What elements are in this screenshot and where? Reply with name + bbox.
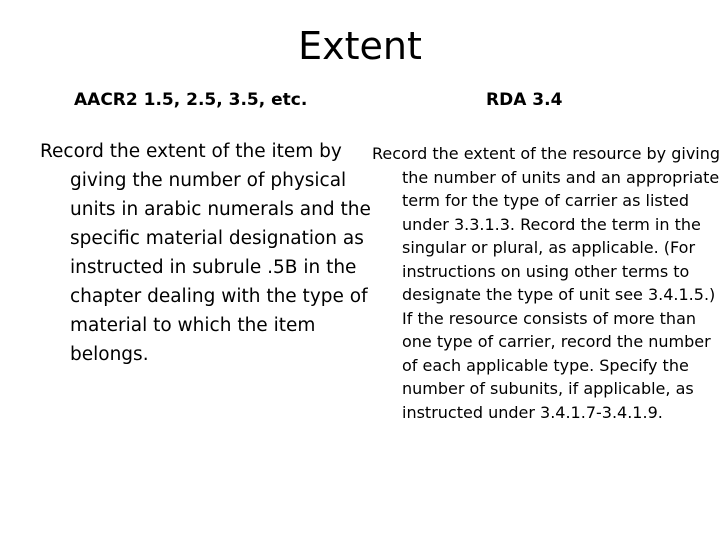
left-column-body: Record the extent of the item by giving the number of physical units in arabic numerals and the specific material designation as instructed in subrule .5B in the chapter dealing with the type of material to which the item belongs. [40,141,371,365]
right-column-heading: RDA 3.4 [486,90,563,110]
slide-title: Extent [298,24,422,68]
right-column-body: Record the extent of the resource by giving the number of units and an appropriate term for the type of carrier as listed under 3.3.1.3. Record the term in the singular or plural, as applicable. (For instructions on using other terms to designate the type of unit see 3.4.1.5.) If the resource consists of more than one type of carrier, record the number of each applicable type. Specify the number of subunits, if applicable, as instructed under 3.4.1.7-3.4.1.9. [372,144,720,422]
left-column-heading: AACR2 1.5, 2.5, 3.5, etc. [74,90,308,110]
